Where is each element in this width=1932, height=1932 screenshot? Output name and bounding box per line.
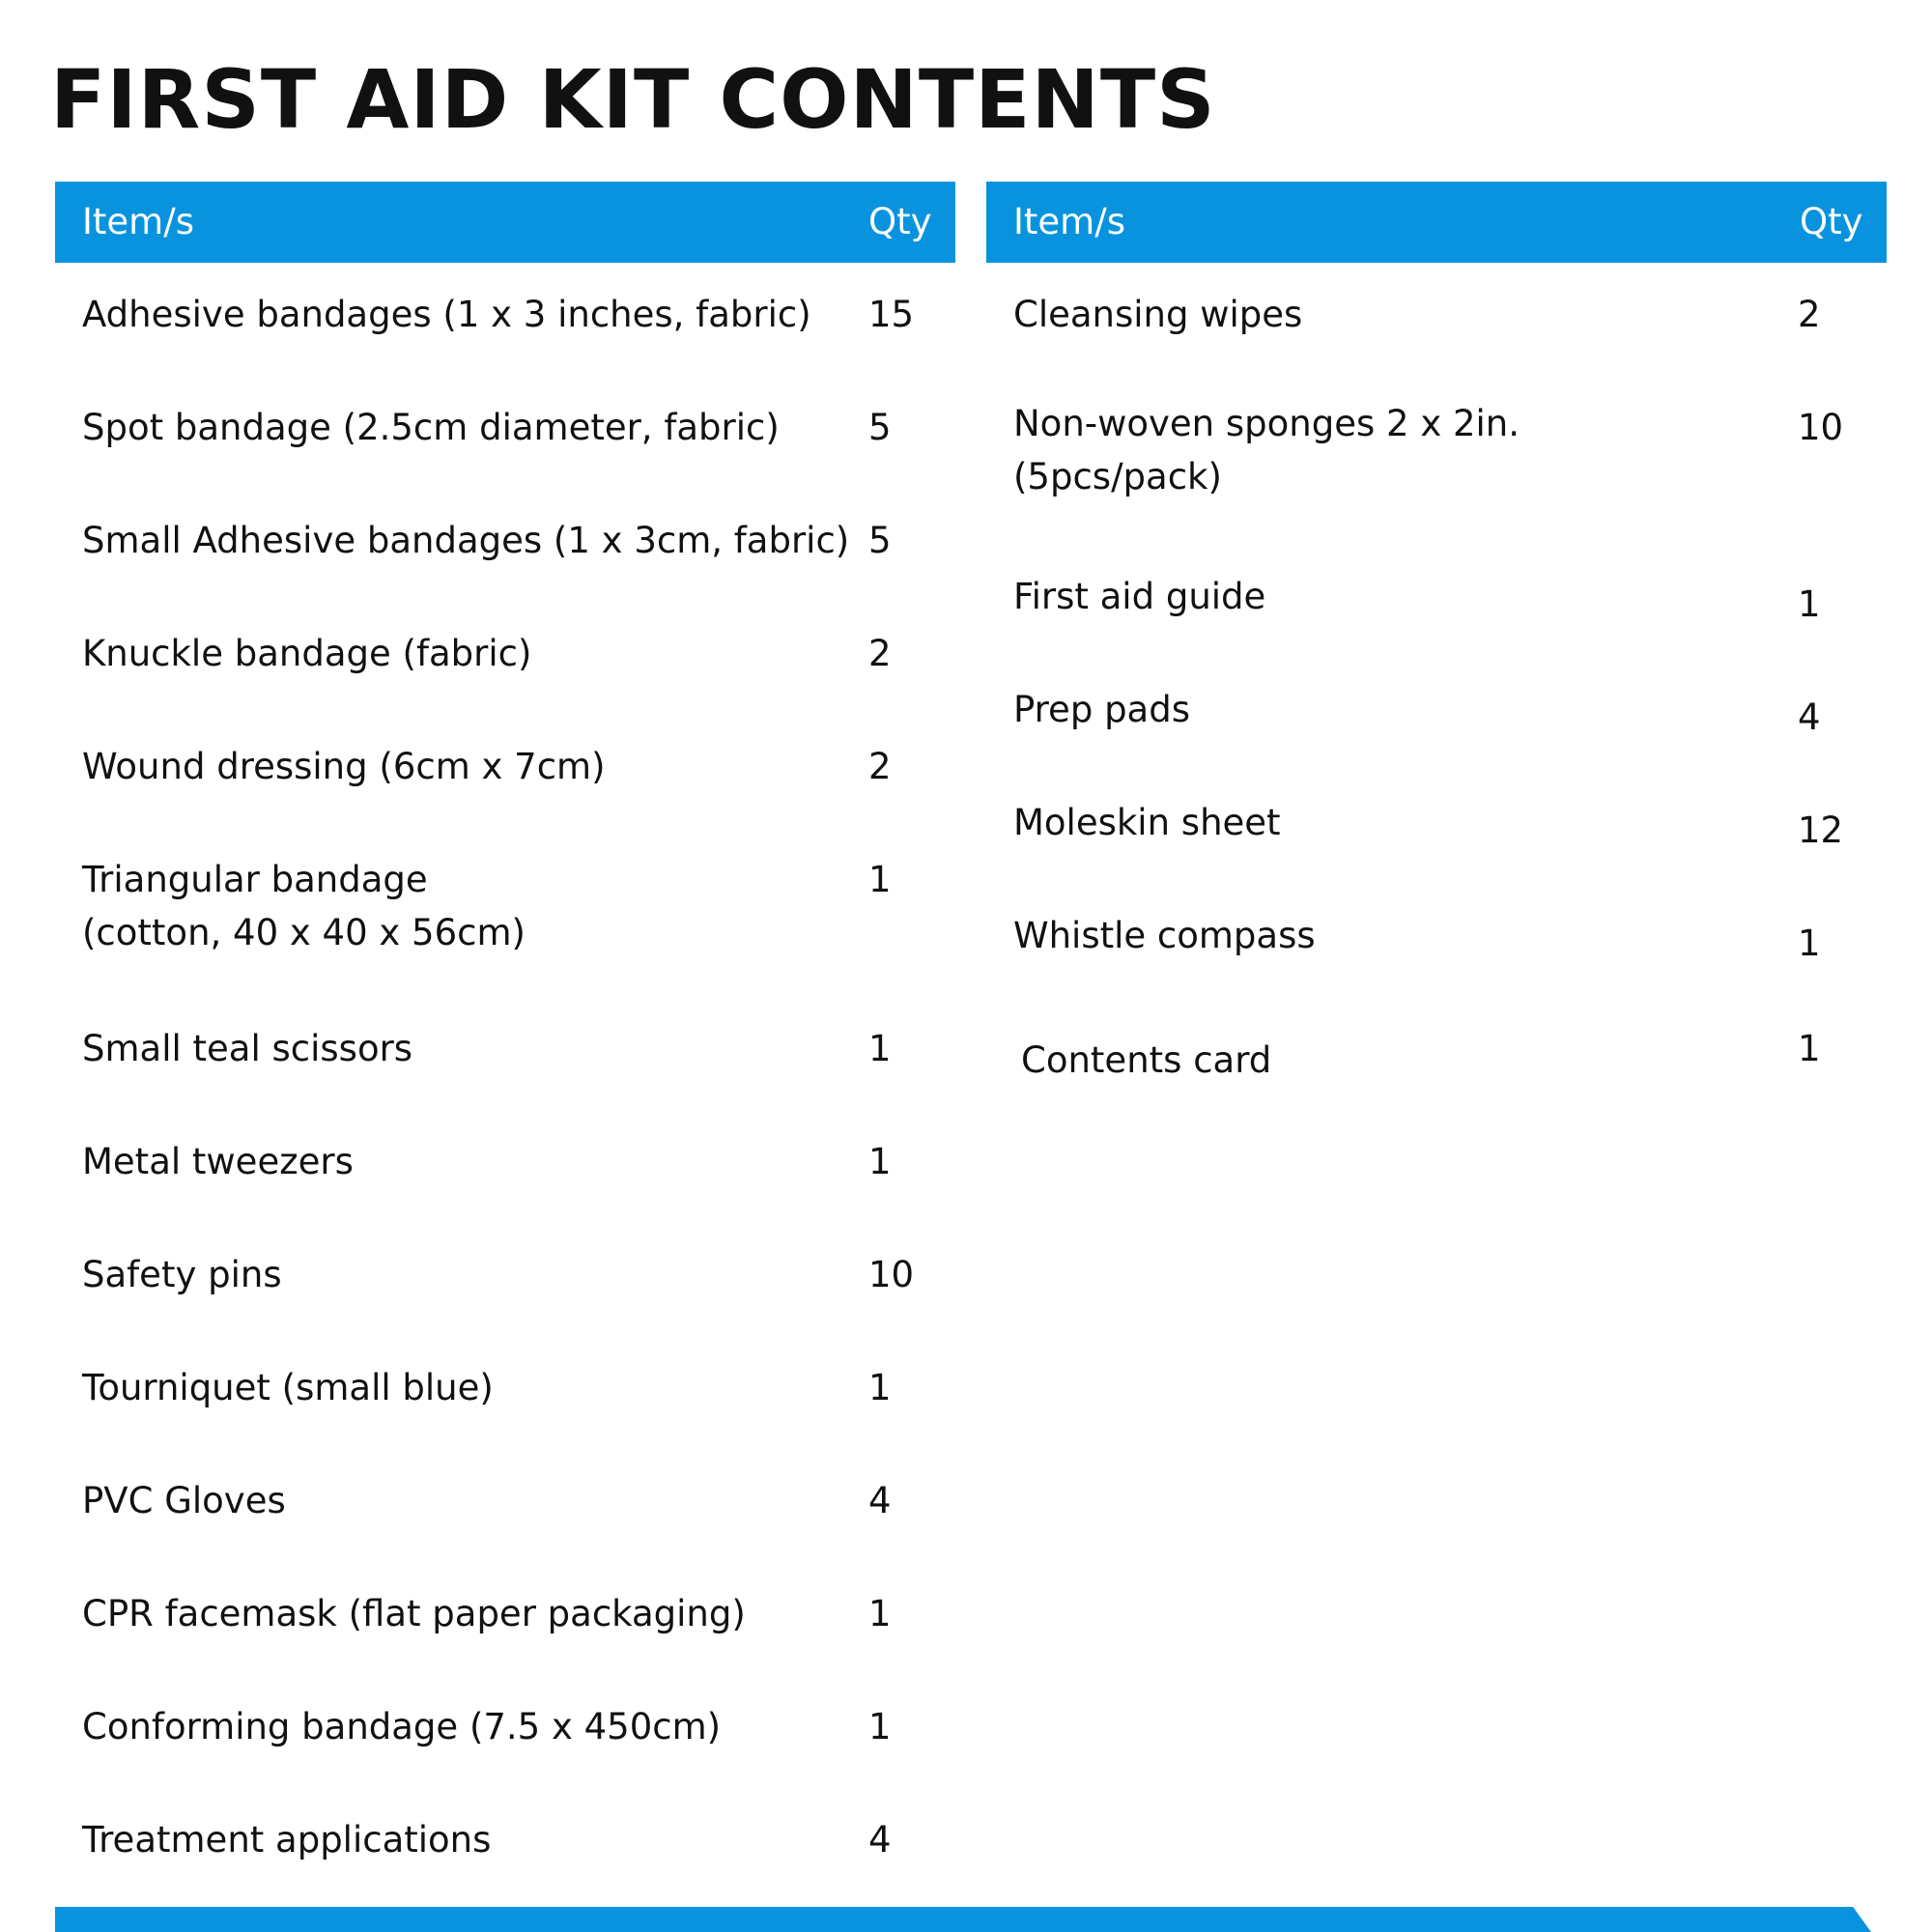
table-row bbox=[55, 1353, 955, 1466]
item-qty: 15 bbox=[868, 294, 915, 335]
table-row bbox=[55, 393, 955, 506]
item-qty: 1 bbox=[868, 1367, 892, 1408]
table-row bbox=[55, 845, 955, 1014]
item-name: Cleansing wipes bbox=[1013, 294, 1303, 335]
item-qty: 4 bbox=[868, 1819, 892, 1861]
table-row bbox=[55, 1466, 955, 1579]
item-name: Wound dressing (6cm x 7cm) bbox=[82, 746, 606, 787]
table-row bbox=[55, 1579, 955, 1692]
item-qty: 1 bbox=[1798, 583, 1821, 625]
item-qty: 2 bbox=[868, 746, 892, 787]
item-qty: 1 bbox=[868, 1141, 892, 1182]
item-qty: 5 bbox=[868, 407, 892, 448]
column-header-item: Item/s bbox=[82, 201, 194, 242]
item-name: First aid guide bbox=[1013, 576, 1266, 617]
item-name: Small Adhesive bandages (1 x 3cm, fabric) bbox=[82, 520, 850, 561]
table-row bbox=[986, 901, 1887, 1014]
item-name: PVC Gloves bbox=[82, 1480, 286, 1521]
right-contents-table bbox=[986, 182, 1887, 1127]
item-qty: 1 bbox=[868, 1028, 892, 1069]
table-row bbox=[55, 506, 955, 619]
table-row bbox=[986, 1014, 1887, 1127]
bottom-accent-bar bbox=[55, 1907, 1871, 1932]
table-row bbox=[55, 619, 955, 732]
table-row bbox=[55, 280, 955, 393]
item-name: Conforming bandage (7.5 x 450cm) bbox=[82, 1706, 722, 1747]
item-qty: 1 bbox=[1798, 923, 1821, 964]
item-name: Prep pads bbox=[1013, 689, 1190, 730]
item-name: Treatment applications bbox=[82, 1819, 492, 1861]
item-name: Adhesive bandages (1 x 3 inches, fabric) bbox=[82, 294, 811, 335]
item-name: Moleskin sheet bbox=[1013, 802, 1281, 843]
column-header-qty: Qty bbox=[1800, 201, 1863, 242]
table-body bbox=[55, 280, 955, 1918]
column-header-qty: Qty bbox=[868, 201, 932, 242]
item-name: Metal tweezers bbox=[82, 1141, 354, 1182]
item-qty: 4 bbox=[1798, 696, 1821, 738]
column-header-item: Item/s bbox=[1013, 201, 1125, 242]
item-name: Non-woven sponges 2 x 2in. (5pcs/pack) bbox=[1013, 403, 1520, 497]
item-qty: 4 bbox=[868, 1480, 892, 1521]
table-row bbox=[55, 1240, 955, 1353]
table-row bbox=[986, 788, 1887, 901]
table-row bbox=[986, 562, 1887, 675]
item-name: Small teal scissors bbox=[82, 1028, 413, 1069]
item-qty: 1 bbox=[1798, 1028, 1821, 1069]
item-qty: 1 bbox=[868, 1593, 892, 1634]
table-header bbox=[55, 182, 955, 263]
item-name: CPR facemask (flat paper packaging) bbox=[82, 1593, 746, 1634]
table-row bbox=[986, 393, 1887, 562]
item-qty: 1 bbox=[868, 859, 892, 900]
table-row bbox=[55, 1014, 955, 1127]
item-name: Triangular bandage (cotton, 40 x 40 x 56cm) bbox=[82, 859, 526, 953]
item-name: Whistle compass bbox=[1013, 915, 1316, 956]
table-row bbox=[55, 1692, 955, 1805]
item-qty: 12 bbox=[1798, 810, 1844, 851]
item-qty: 5 bbox=[868, 520, 892, 561]
item-qty: 1 bbox=[868, 1706, 892, 1747]
item-name: Contents card bbox=[1021, 1039, 1272, 1081]
table-row bbox=[55, 732, 955, 845]
item-qty: 10 bbox=[1798, 407, 1844, 448]
table-row bbox=[986, 675, 1887, 788]
item-qty: 2 bbox=[868, 633, 892, 674]
table-header bbox=[986, 182, 1887, 263]
left-contents-table bbox=[55, 182, 955, 1918]
item-name: Safety pins bbox=[82, 1254, 282, 1295]
table-body bbox=[986, 280, 1887, 1127]
table-row bbox=[55, 1805, 955, 1918]
item-qty: 10 bbox=[868, 1254, 915, 1295]
table-row bbox=[986, 280, 1887, 393]
item-name: Knuckle bandage (fabric) bbox=[82, 633, 532, 674]
table-row bbox=[55, 1127, 955, 1240]
item-name: Spot bandage (2.5cm diameter, fabric) bbox=[82, 407, 780, 448]
page-title: FIRST AID KIT CONTENTS bbox=[50, 52, 1216, 147]
item-qty: 2 bbox=[1798, 294, 1821, 335]
item-name: Tourniquet (small blue) bbox=[82, 1367, 494, 1408]
